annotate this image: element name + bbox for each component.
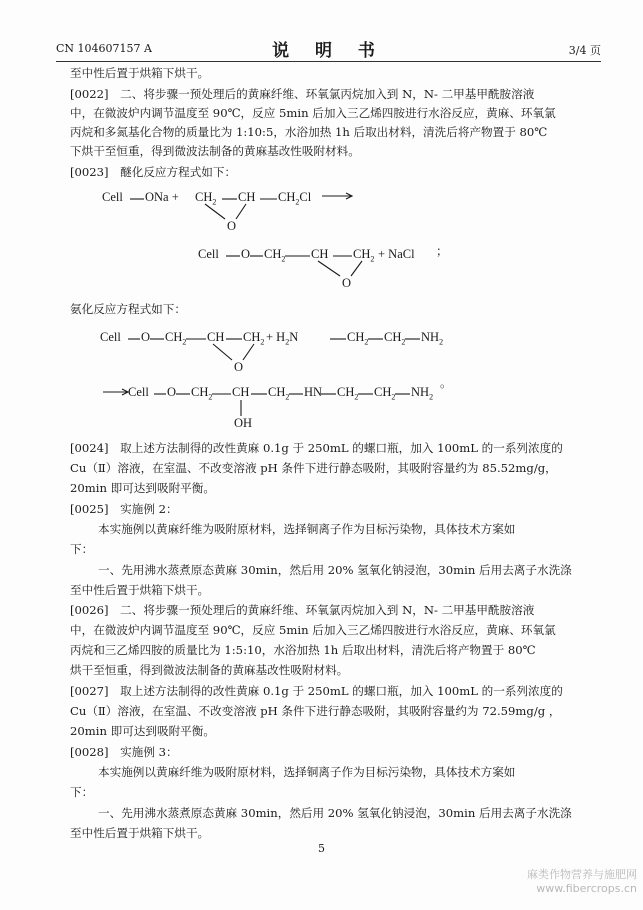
epoxide-oxygen-label: O xyxy=(227,219,237,233)
ch2-label: $CH_2$ xyxy=(243,330,265,347)
text-line: 一、先用沸水蒸煮原态黄麻 30min，然后用 20% 氢氧化钠浸泡，30min 后用去离子水洗涤 xyxy=(98,563,572,577)
page-number: 5 xyxy=(318,842,325,855)
text-line: [0022] 二、将步骤一预处理后的黄麻纤维、环氧氯丙烷加入到 N，N- 二甲基甲酰胺溶液 xyxy=(70,87,535,101)
h2n-label: + $H_2N$ xyxy=(266,330,299,347)
ch-label: CH xyxy=(232,385,250,399)
nh2-label: $NH_2$ xyxy=(421,330,444,347)
text-line: 本实施例以黄麻纤维为吸附原材料，选择铜离子作为目标污染物，具体技术方案如 xyxy=(98,765,516,779)
text-line: 下： xyxy=(70,542,94,556)
ether-oxygen-label: O xyxy=(141,330,151,344)
ch-label: CH xyxy=(238,190,256,204)
ch2-label: $CH_2$ xyxy=(337,385,359,402)
text-line: 20min 即可达到吸附平衡。 xyxy=(70,481,215,495)
text-line: 下： xyxy=(70,785,94,799)
text-line: 至中性后置于烘箱下烘干。 xyxy=(70,826,210,840)
watermark xyxy=(527,868,637,896)
ch2-label: $CH_2$ xyxy=(191,385,213,402)
cell-label: Cell xyxy=(198,247,219,261)
cell-label: Cell xyxy=(100,330,121,344)
ch2-label: $CH_2$ xyxy=(353,247,375,264)
document-title: 说 明 书 xyxy=(272,41,385,61)
ch2-label: $CH_2$ xyxy=(374,385,396,402)
watermark-line: 麻类作物营养与施肥网 xyxy=(527,868,637,881)
text-line: 20min 即可达到吸附平衡。 xyxy=(70,724,215,738)
patent-number: CN 104607157 A xyxy=(56,42,152,55)
ether-oxygen-label: O xyxy=(167,385,177,399)
text-line: 至中性后置于烘箱下烘干。 xyxy=(70,66,210,80)
text-line: 丙烷和三乙烯四胺的质量比为 1:5:10，水浴加热 1h 后取出材料，清洗后将产物置于 80℃ xyxy=(70,643,536,657)
page-indicator: 3/4 页 xyxy=(568,44,601,57)
text-line: [0027] 取上述方法制得的改性黄麻 0.1g 于 250mL 的螺口瓶，加入 100mL 的一系列浓度的 xyxy=(70,684,563,698)
text-line: [0023] 醚化反应方程式如下： xyxy=(70,165,237,179)
text-line: 下烘干至恒重，得到微波法制备的黄麻基改性吸附材料。 xyxy=(70,144,360,158)
cell-label: Cell xyxy=(128,385,149,399)
text-line: [0028] 实施例 3： xyxy=(70,745,178,759)
period: 。 xyxy=(440,376,453,390)
text-line: 中，在微波炉内调节温度至 90℃，反应 5min 后加入三乙烯四胺进行水浴反应，黄麻、环氧氯 xyxy=(70,106,556,120)
semicolon: ； xyxy=(436,244,449,258)
cell-label: Cell xyxy=(102,190,123,204)
ch-label: CH xyxy=(207,330,225,344)
text-line: 一、先用沸水蒸煮原态黄麻 30min，然后用 20% 氢氧化钠浸泡，30min 后用去离子水洗涤 xyxy=(98,806,572,820)
ch2-label: $CH_2$ xyxy=(384,330,406,347)
hydroxyl-label: OH xyxy=(234,416,253,430)
ch2-label: $CH_2$ xyxy=(347,330,369,347)
text-line: [0026] 二、将步骤一预处理后的黄麻纤维、环氧氯丙烷加入到 N，N- 二甲基甲酰胺溶液 xyxy=(70,603,535,617)
nacl-label: + NaCl xyxy=(378,247,415,261)
text-line: 丙烷和多氮基化合物的质量比为 1:10:5，水浴加热 1h 后取出材料，清洗后将产物置于 80℃ xyxy=(70,125,548,139)
ch2cl-label: $CH_2Cl$ xyxy=(278,190,312,207)
ch2-label: $CH_2$ xyxy=(165,330,187,347)
watermark-line: www.fibercrops.cn xyxy=(536,882,637,895)
ch2-label: $CH_2$ xyxy=(268,385,290,402)
text-line: 中，在微波炉内调节温度至 90℃，反应 5min 后加入三乙烯四胺进行水浴反应，黄麻、环氧氯 xyxy=(70,623,556,637)
text-line: 氨化反应方程式如下： xyxy=(70,302,186,316)
text-line: 至中性后置于烘箱下烘干。 xyxy=(70,583,210,597)
epoxide-oxygen-label: O xyxy=(234,360,244,374)
ether-oxygen-label: O xyxy=(241,247,251,261)
ch2-label: $CH_2$ xyxy=(195,190,217,207)
hn-label: HN xyxy=(304,385,323,399)
text-line: 本实施例以黄麻纤维为吸附原材料，选择铜离子作为目标污染物，具体技术方案如 xyxy=(98,522,516,536)
text-line: 烘干至恒重，得到微波法制备的黄麻基改性吸附材料。 xyxy=(70,663,349,677)
text-line: [0024] 取上述方法制得的改性黄麻 0.1g 于 250mL 的螺口瓶，加入 100mL 的一系列浓度的 xyxy=(70,441,563,455)
nh2-label: $NH_2$ xyxy=(411,385,434,402)
ona-plus-label: ONa + xyxy=(145,190,179,204)
text-line: Cu（Ⅱ）溶液，在室温、不改变溶液 pH 条件下进行静态吸附，其吸附容量约为 72.59mg/g ， xyxy=(70,704,561,718)
text-line: [0025] 实施例 2： xyxy=(70,502,178,516)
text-line: Cu（Ⅱ）溶液，在室温、不改变溶液 pH 条件下进行静态吸附，其吸附容量约为 85.52mg/g， xyxy=(70,461,557,475)
epoxide-oxygen-label: O xyxy=(342,276,352,290)
ch-label: CH xyxy=(311,247,329,261)
ch2-label: $CH_2$ xyxy=(264,247,286,264)
